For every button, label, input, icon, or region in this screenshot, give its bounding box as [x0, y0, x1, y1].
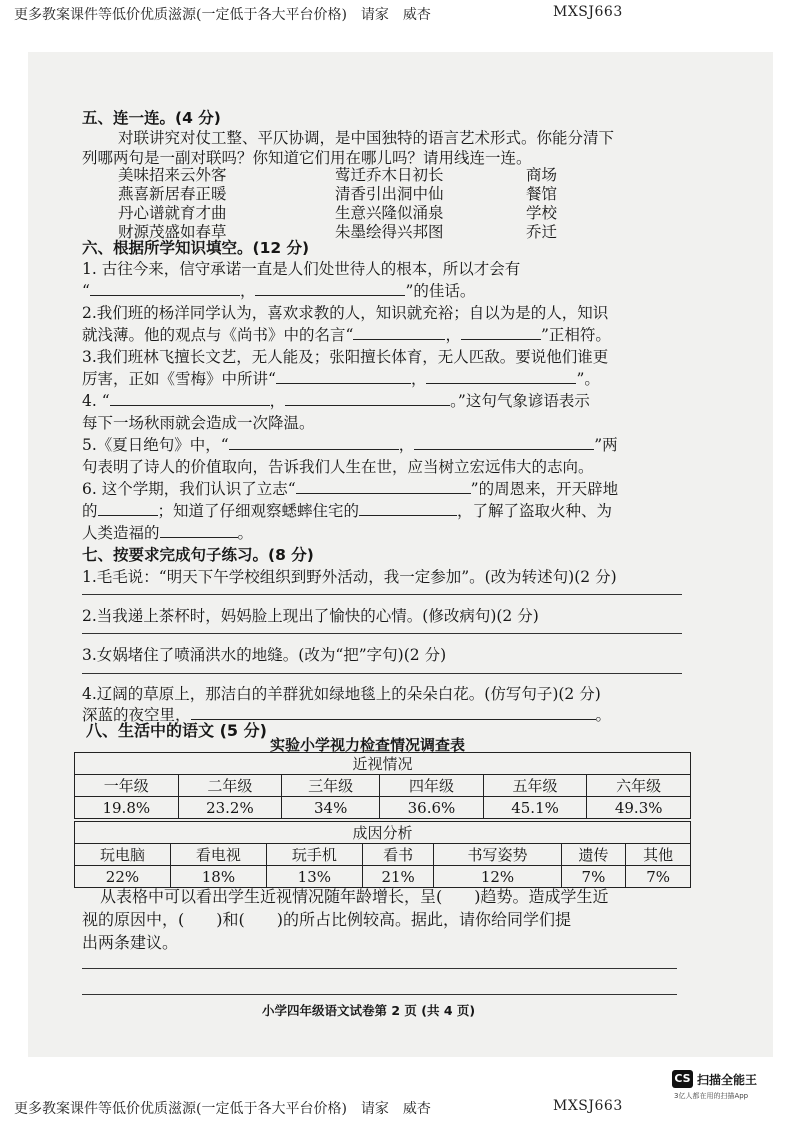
q6-1-line1: 1. 古往今来，信守承诺一直是人们处世待人的根本，所以才会有	[82, 260, 521, 278]
grade-cell: 四年级	[380, 775, 484, 797]
q6-6-line1: 6. 这个学期，我们认识了立志“ ”的周恩来，开天辟地	[82, 480, 619, 498]
rate-cell: 19.8%	[75, 797, 179, 819]
couplet-b4: 朱墨绘得兴邦图	[335, 223, 444, 241]
grade-cell: 一年级	[75, 775, 179, 797]
pct-cell: 12%	[434, 866, 561, 888]
couplet-a1: 美味招来云外客	[118, 166, 227, 184]
cause-cell: 玩电脑	[75, 844, 171, 866]
answer-line[interactable]	[82, 994, 677, 995]
q7-4-imitation: 深蓝的夜空里， 。	[82, 706, 612, 724]
bottom-banner	[0, 1094, 794, 1120]
pct-cell: 22%	[75, 866, 171, 888]
table-row	[75, 775, 691, 797]
grade-cell: 六年级	[587, 775, 691, 797]
answer-line[interactable]	[82, 968, 677, 969]
banner-text: 更多教案课件等低价优质滋源(一定低于各大平台价格) 请家 威杏	[14, 1101, 431, 1117]
place-4: 乔迁	[526, 223, 558, 241]
couplet-a3: 丹心谱就育才曲	[118, 204, 227, 222]
blank[interactable]	[229, 435, 399, 450]
table-title: 实验小学视力检查情况调查表	[270, 736, 466, 754]
blank[interactable]	[98, 501, 158, 516]
cause-table	[74, 821, 691, 888]
rate-cell: 49.3%	[587, 797, 691, 819]
grade-cell: 三年级	[282, 775, 380, 797]
cause-cell: 书写姿势	[434, 844, 561, 866]
rate-cell: 45.1%	[483, 797, 587, 819]
section5-intro-1: 对联讲究对仗工整、平仄协调，是中国独特的语言艺术形式。你能分清下	[118, 129, 615, 147]
section5-intro-2: 列哪两句是一副对联吗？你知道它们用在哪儿吗？请用线连一连。	[82, 149, 532, 167]
place-3: 学校	[526, 204, 558, 222]
q6-4-line1: 4. “ ， 。”这句气象谚语表示	[82, 392, 590, 410]
couplet-a4: 财源茂盛如春草	[118, 223, 227, 241]
pct-cell: 7%	[626, 866, 691, 888]
q6-6-line3: 人类造福的 。	[82, 524, 254, 542]
pct-cell: 13%	[266, 866, 362, 888]
q7-3: 3.女娲堵住了喷涌洪水的地缝。(改为“把”字句)(2 分)	[82, 646, 447, 664]
camscanner-icon: CS	[672, 1070, 693, 1088]
rate-cell: 34%	[282, 797, 380, 819]
q7-1: 1.毛毛说：“明天下午学校组织到野外活动，我一定参加”。(改为转述句)(2 分)	[82, 568, 617, 586]
pct-cell: 7%	[561, 866, 626, 888]
blank[interactable]	[90, 281, 240, 296]
cause-cell: 看书	[362, 844, 434, 866]
blank[interactable]	[426, 369, 576, 384]
section7-heading: 七、按要求完成句子练习。(8 分)	[82, 546, 314, 564]
myopia-table	[74, 752, 691, 819]
section8-p3: 出两条建议。	[82, 933, 179, 952]
section8-p2: 视的原因中，( )和( )的所占比例较高。据此，请你给同学们提	[82, 910, 571, 929]
couplet-b1: 莺迁乔木日初长	[335, 166, 444, 184]
table-row	[75, 866, 691, 888]
cause-cell: 其他	[626, 844, 691, 866]
blank[interactable]	[160, 523, 238, 538]
rate-cell: 36.6%	[380, 797, 484, 819]
section5-heading: 五、连一连。(4 分)	[82, 109, 221, 127]
blank[interactable]	[255, 281, 405, 296]
cause-cell: 看电视	[170, 844, 266, 866]
place-1: 商场	[526, 166, 558, 184]
page-footer: 小学四年级语文试卷第 2 页 (共 4 页)	[262, 1003, 476, 1018]
blank[interactable]	[191, 705, 596, 720]
scanner-name: 扫描全能王	[697, 1073, 758, 1087]
q6-5-line1: 5.《夏日绝句》中，“ ， ”两	[82, 436, 618, 454]
q6-2-line2: 就浅薄。他的观点与《尚书》中的名言“ ， ”正相符。	[82, 326, 611, 344]
blank[interactable]	[414, 435, 594, 450]
blank[interactable]	[285, 391, 450, 406]
section6-heading: 六、根据所学知识填空。(12 分)	[82, 239, 310, 257]
banner-code: MXSJ663	[553, 1098, 623, 1114]
section8-p1: 从表格中可以看出学生近视情况随年龄增长，呈( )趋势。造成学生近	[100, 887, 609, 906]
place-2: 餐馆	[526, 185, 558, 203]
couplet-b2: 清香引出洞中仙	[335, 185, 444, 203]
blank[interactable]	[461, 325, 541, 340]
blank[interactable]	[359, 501, 457, 516]
couplet-a2: 燕喜新居春正暖	[118, 185, 227, 203]
table-header-myopia: 近视情况	[75, 753, 691, 775]
q7-4: 4.辽阔的草原上，那洁白的羊群犹如绿地毯上的朵朵白花。(仿写句子)(2 分)	[82, 685, 601, 703]
q6-4-line2: 每下一场秋雨就会造成一次降温。	[82, 414, 315, 432]
answer-line[interactable]	[82, 673, 682, 674]
grade-cell: 二年级	[178, 775, 282, 797]
q6-3-line1: 3.我们班林飞擅长文艺，无人能及；张阳擅长体育，无人匹敌。要说他们谁更	[82, 348, 609, 366]
pct-cell: 21%	[362, 866, 434, 888]
q6-6-line2: 的 ；知道了仔细观察蟋蟀住宅的 ，了解了盗取火种、为	[82, 502, 613, 520]
couplet-b3: 生意兴隆似涌泉	[335, 204, 444, 222]
answer-line[interactable]	[82, 594, 682, 595]
q6-2-line1: 2.我们班的杨洋同学认为，喜欢求教的人，知识就充裕；自以为是的人，知识	[82, 304, 609, 322]
table-row	[75, 797, 691, 819]
cause-cell: 玩手机	[266, 844, 362, 866]
table-header-causes: 成因分析	[75, 822, 691, 844]
q7-2: 2.当我递上茶杯时，妈妈脸上现出了愉快的心情。(修改病句)(2 分)	[82, 607, 539, 625]
section8-heading: 八、生活中的语文 (5 分)	[86, 721, 267, 740]
blank[interactable]	[110, 391, 270, 406]
rate-cell: 23.2%	[178, 797, 282, 819]
blank[interactable]	[276, 369, 411, 384]
q6-1-line2: “ ， ”的佳话。	[82, 282, 476, 300]
grade-cell: 五年级	[483, 775, 587, 797]
blank[interactable]	[296, 479, 471, 494]
cause-cell: 遗传	[561, 844, 626, 866]
table-row	[75, 844, 691, 866]
answer-line[interactable]	[82, 633, 682, 634]
pct-cell: 18%	[170, 866, 266, 888]
blank[interactable]	[353, 325, 445, 340]
q6-3-line2: 厉害，正如《雪梅》中所讲“ ， ”。	[82, 370, 600, 388]
scanner-tagline: 3亿人都在用的扫描App	[674, 1092, 749, 1100]
banner-code: MXSJ663	[553, 4, 623, 20]
q6-5-line2: 句表明了诗人的价值取向，告诉我们人生在世，应当树立宏远伟大的志向。	[82, 458, 594, 476]
banner-text: 更多教案课件等低价优质滋源(一定低于各大平台价格) 请家 威杏	[14, 7, 431, 23]
